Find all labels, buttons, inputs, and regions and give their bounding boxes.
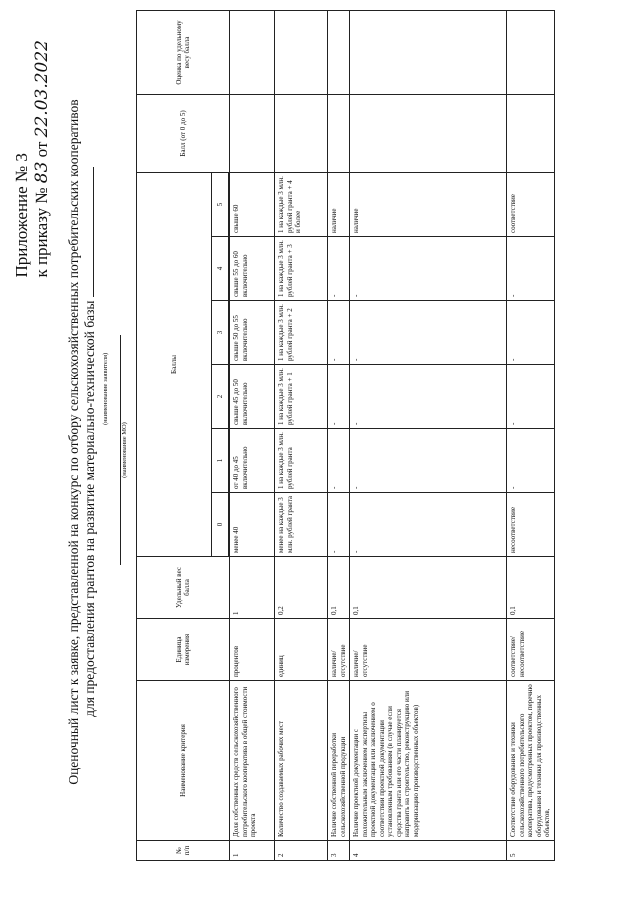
row-num: 4 [350,841,507,861]
row-point-1: от 40 до 45 включительно [230,429,275,493]
title-line-2 [82,27,98,857]
row-score-cell [507,94,555,172]
row-point-3: - [350,301,507,365]
row-rating-cell [230,10,275,94]
header-point-1: 1 [212,429,229,493]
row-unit: наличие/ отсутствие [328,619,350,681]
row-point-2: - [350,365,507,429]
row-rating-cell [328,10,350,94]
row-point-5: наличие [328,172,350,236]
row-point-3: - [507,301,555,365]
row-point-0: менее 40 [230,493,275,557]
row-point-5: наличие [350,172,507,236]
table-row [230,10,275,860]
title-line-2-text: для предоставления грантов на развитие материально-технической базы [82,300,97,717]
row-point-4: - [328,237,350,301]
table-row [275,10,328,860]
row-score-cell [275,94,328,172]
header-criterion: Наименование критерия [137,681,230,841]
row-score-cell [350,94,507,172]
row-point-2: 1 на каждые 3 млн. рублей гранта + 1 [275,365,328,429]
row-unit: соответствие/ несоответствие [507,619,555,681]
row-score-cell [230,94,275,172]
row-point-4: - [507,237,555,301]
row-weight: 0,2 [275,557,328,619]
order-date-prefix: от [32,141,51,158]
row-point-2: - [328,365,350,429]
row-point-4: - [350,237,507,301]
row-unit: единиц [275,619,328,681]
mo-field [106,335,128,565]
appendix-header [12,40,52,278]
appendix-title: Приложение № 3 [12,153,31,278]
row-weight: 0,1 [507,557,555,619]
document-title [66,27,98,857]
mo-blank-line [106,335,121,565]
applicant-caption: (наименование заявителя) [102,352,109,425]
row-criterion: Количество создаваемых рабочих мест [275,681,328,841]
row-num: 2 [275,841,328,861]
header-point-4: 4 [212,237,229,301]
title-line-1: Оценочный лист к заявке, представленной на конкурс по отбору сельскохозяйственных потребительских кооперативов [66,99,81,785]
mo-caption: (наименование МО) [121,422,128,478]
row-num: 3 [328,841,350,861]
row-num: 1 [230,841,275,861]
row-criterion: Соответствие оборудования и техники сельскохозяйственного потребительского кооператива, предусмотренных проектом, перечню оборудования и техники для производственных объектов, [507,681,555,841]
row-point-1: - [350,429,507,493]
row-point-0: - [350,493,507,557]
row-point-1: 1 на каждые 3 млн. рублей гранта [275,429,328,493]
table-row [507,10,555,860]
row-criterion: Наличие собственной переработки сельскохозяйственной продукции [328,681,350,841]
row-point-3: - [328,301,350,365]
order-prefix: к приказу № [32,187,51,278]
row-point-0: несоответствие [507,493,555,557]
row-point-1: - [507,429,555,493]
header-weight: Удельный вес балла [137,557,230,619]
table-header-row [137,10,212,860]
row-point-4: 1 на каждые 3 млн. рублей гранта + 3 [275,237,328,301]
row-unit: наличие/ отсутствие [350,619,507,681]
row-point-5: соответствие [507,172,555,236]
row-rating-cell [275,10,328,94]
row-point-5: 1 на каждые 3 млн. рублей гранта + 4 и более [275,172,328,236]
row-unit: процентов [230,619,275,681]
row-criterion: Доля собственных средств сельскохозяйственного потребительского кооператива в общей стоимости проекта [230,681,275,841]
row-point-3: 1 на каждые 3 млн. рублей гранта + 2 [275,301,328,365]
row-criterion: Наличие проектной документации с положительным заключением экспертизы проектной документации или заключением о соответствии проектной документации установленным требованиям (в случае если средства гранта или его части планируется направить на строительство, реконструкцию или модернизацию производственных объектов) [350,681,507,841]
header-point-0: 0 [212,493,229,557]
row-score-cell [328,94,350,172]
order-number-handwritten: 83 [32,161,52,184]
row-point-5: свыше 60 [230,172,275,236]
applicant-blank [82,167,94,297]
table-row [328,10,350,860]
row-weight: 0,1 [350,557,507,619]
order-date-handwritten: 22.03.2022 [32,40,52,138]
row-point-0: - [328,493,350,557]
row-rating-cell [350,10,507,94]
table-row [350,10,507,860]
header-point-3: 3 [212,301,229,365]
row-point-1: - [328,429,350,493]
header-unit: Единица измерения [137,619,230,681]
row-weight: 1 [230,557,275,619]
header-num: № п/п [137,841,230,861]
order-reference [32,40,52,278]
header-point-5: 5 [212,172,229,236]
row-point-2: свыше 45 до 50 включительно [230,365,275,429]
header-points-group: Баллы [137,172,212,556]
row-point-0: менее на каждые 3 млн. рублей гранта [275,493,328,557]
header-rating: Оценка по удельному весу балла [137,10,230,94]
header-score: Балл (от 0 до 5) [137,94,230,172]
row-point-2: - [507,365,555,429]
row-point-4: свыше 55 до 60 включительно [230,237,275,301]
row-point-3: свыше 50 до 55 включительно [230,301,275,365]
row-weight: 0,1 [328,557,350,619]
header-point-2: 2 [212,365,229,429]
evaluation-table [136,10,555,861]
row-rating-cell [507,10,555,94]
row-num: 5 [507,841,555,861]
